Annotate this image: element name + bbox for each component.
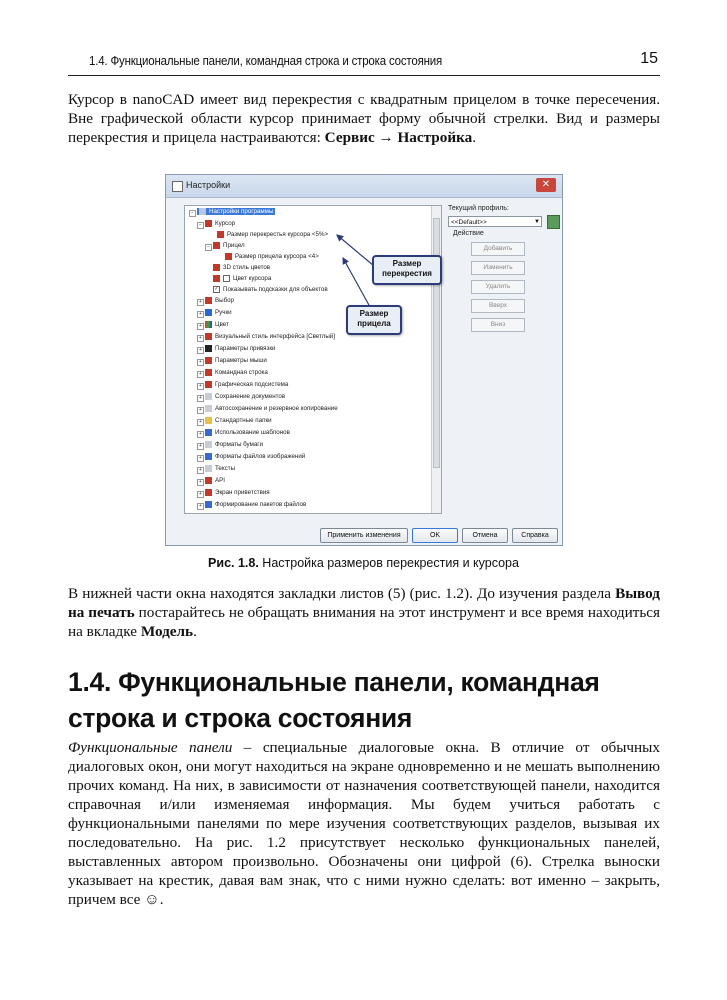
tree-label: Визуальный стиль интерфейса [Светлый]: [215, 333, 335, 341]
section-heading-line1: 1.4. Функциональные панели, командная: [68, 667, 600, 697]
tree-label: Выбор: [215, 297, 235, 305]
edit-button[interactable]: Изменить: [471, 261, 525, 275]
para2-bold-1: Вывод на печать: [68, 585, 660, 621]
dialog-titlebar: [166, 175, 562, 198]
dialog-title: Настройки: [186, 180, 231, 190]
tree-label: 3D стиль цветов: [223, 264, 271, 272]
move-down-button[interactable]: Вниз: [471, 318, 525, 332]
help-button[interactable]: Справка: [512, 528, 558, 543]
page-number: 15: [640, 50, 658, 67]
expand-icon[interactable]: +: [197, 419, 204, 426]
collapse-icon[interactable]: −: [205, 244, 212, 251]
expand-icon[interactable]: +: [197, 371, 204, 378]
menu-path: Сервис → Настройка: [324, 129, 473, 146]
expand-icon[interactable]: +: [197, 359, 204, 366]
add-button[interactable]: Добавить: [471, 242, 525, 256]
intro-end: .: [472, 129, 476, 146]
collapse-icon[interactable]: −: [197, 222, 204, 229]
tree-label: Графическая подсистема: [215, 381, 289, 389]
expand-icon[interactable]: +: [197, 299, 204, 306]
tree-label: Форматы файлов изображений: [215, 453, 306, 461]
tree-label: API: [215, 477, 225, 485]
expand-icon[interactable]: +: [197, 479, 204, 486]
expand-icon[interactable]: +: [197, 407, 204, 414]
tree-label: Размер прицела курсора <4>: [235, 253, 319, 261]
expand-icon[interactable]: +: [197, 323, 204, 330]
para2-bold-2: Модель: [140, 623, 194, 640]
profile-value: <<Default>>: [451, 219, 487, 226]
para2-text-1: В нижней части окна находятся закладки листов (5) (рис. 1.2). До изучения раздела: [68, 585, 616, 602]
expand-icon[interactable]: +: [197, 455, 204, 462]
expand-icon[interactable]: +: [197, 491, 204, 498]
callout-arrows: [185, 206, 441, 513]
caption-text: Настройка размеров перекрестия и курсора: [258, 556, 519, 570]
body-italic-term: Функциональные панели: [68, 739, 233, 756]
body-paragraph: [68, 738, 660, 909]
delete-button[interactable]: Удалить: [471, 280, 525, 294]
intro-paragraph: [68, 90, 660, 147]
tree-label: Цвет: [215, 321, 229, 329]
running-head-title: 1.4. Функциональные панели, командная строка и строка состояния: [89, 54, 443, 68]
actions-label: Действие: [453, 230, 484, 237]
expand-icon[interactable]: +: [197, 467, 204, 474]
tree-label: Ручки: [215, 309, 232, 317]
intro-text: Курсор в nanoCAD имеет вид перекрестия с квадратным прицелом в точке пересечения. Вне графической области курсор принимает форму обычной стрелки. Вид и размеры перекрестия и прицела настраиваются:: [68, 91, 660, 146]
tree-label: Настройки программы: [209, 208, 274, 216]
tree-label: Формирование пакетов файлов: [215, 501, 307, 509]
settings-dialog: [165, 174, 563, 546]
section-heading: [68, 664, 668, 736]
figure-caption: [0, 556, 727, 570]
apply-button[interactable]: Применить изменения: [320, 528, 408, 543]
tree-label: Курсор: [215, 220, 236, 228]
expand-icon[interactable]: +: [197, 443, 204, 450]
tree-label: Параметры привязки: [215, 345, 276, 353]
settings-tree[interactable]: [184, 205, 442, 514]
tree-label: Использование шаблонов: [215, 429, 290, 437]
tree-label: Прицел: [223, 242, 245, 250]
expand-icon[interactable]: +: [197, 431, 204, 438]
expand-icon[interactable]: +: [197, 347, 204, 354]
tree-label: Форматы бумаги: [215, 441, 263, 449]
body-text: – специальные диалоговые окна. В отличие от обычных диалоговых окон, они могут находиться на экране одновременно и не мешать выполнению прочих команд. На них, в зависимости от назначения соответствующей панели, находится справочная и/или изменяемая информация. Мы будем учиться работать с функциональными панелями по мере изучения соответствующих разделов, вызывая их последовательно. На рис. 1.2 присутствует несколько функциональных панелей, выставленных автором произвольно. Обозначены они цифрой (6). Стрелка выноски указывает на крестик, давая вам знак, что с ними нужно сделать: вот именно – закрыть, причем все ☺.: [68, 739, 660, 908]
tree-label: Цвет курсора: [233, 275, 272, 283]
expand-icon[interactable]: +: [197, 383, 204, 390]
ok-button[interactable]: OK: [412, 528, 458, 543]
tree-label: Стандартные папки: [215, 417, 272, 425]
second-paragraph: [68, 584, 660, 641]
collapse-icon[interactable]: −: [189, 210, 196, 217]
close-icon[interactable]: ✕: [536, 178, 556, 192]
tree-label: Сохранение документов: [215, 393, 286, 401]
checked-checkbox-icon[interactable]: ✓: [214, 286, 219, 292]
tree-label: Автосохранение и резервное копирование: [215, 405, 338, 413]
caption-label: Рис. 1.8.: [208, 556, 259, 570]
expand-icon[interactable]: +: [197, 395, 204, 402]
expand-icon[interactable]: +: [197, 311, 204, 318]
tree-label: Экран приветствия: [215, 489, 270, 497]
callout-crosshair: Размер перекрестия: [372, 255, 442, 285]
running-header: [68, 47, 660, 76]
tree-label: Параметры мыши: [215, 357, 267, 365]
para2-text-2: постарайтесь не обращать внимания на этот инструмент и все время находиться на вкладке: [68, 604, 661, 640]
cancel-button[interactable]: Отмена: [462, 528, 508, 543]
tree-label: Показывать подсказки для объектов: [223, 286, 328, 294]
expand-icon[interactable]: +: [197, 503, 204, 510]
profile-settings-icon[interactable]: [547, 215, 560, 229]
para2-text-3: .: [193, 623, 197, 640]
window-icon: [172, 181, 183, 192]
move-up-button[interactable]: Вверх: [471, 299, 525, 313]
profile-label: Текущий профиль:: [448, 205, 509, 212]
callout-aperture: Размер прицела: [346, 305, 402, 335]
section-heading-line2: строка и строка состояния: [68, 703, 413, 733]
tree-label: Тексты: [215, 465, 236, 473]
tree-label: Размер перекрестья курсора <5%>: [227, 231, 329, 239]
tree-label: Командная строка: [215, 369, 268, 377]
chevron-down-icon: ▼: [534, 219, 540, 225]
profile-select[interactable]: [448, 216, 542, 227]
expand-icon[interactable]: +: [197, 335, 204, 342]
